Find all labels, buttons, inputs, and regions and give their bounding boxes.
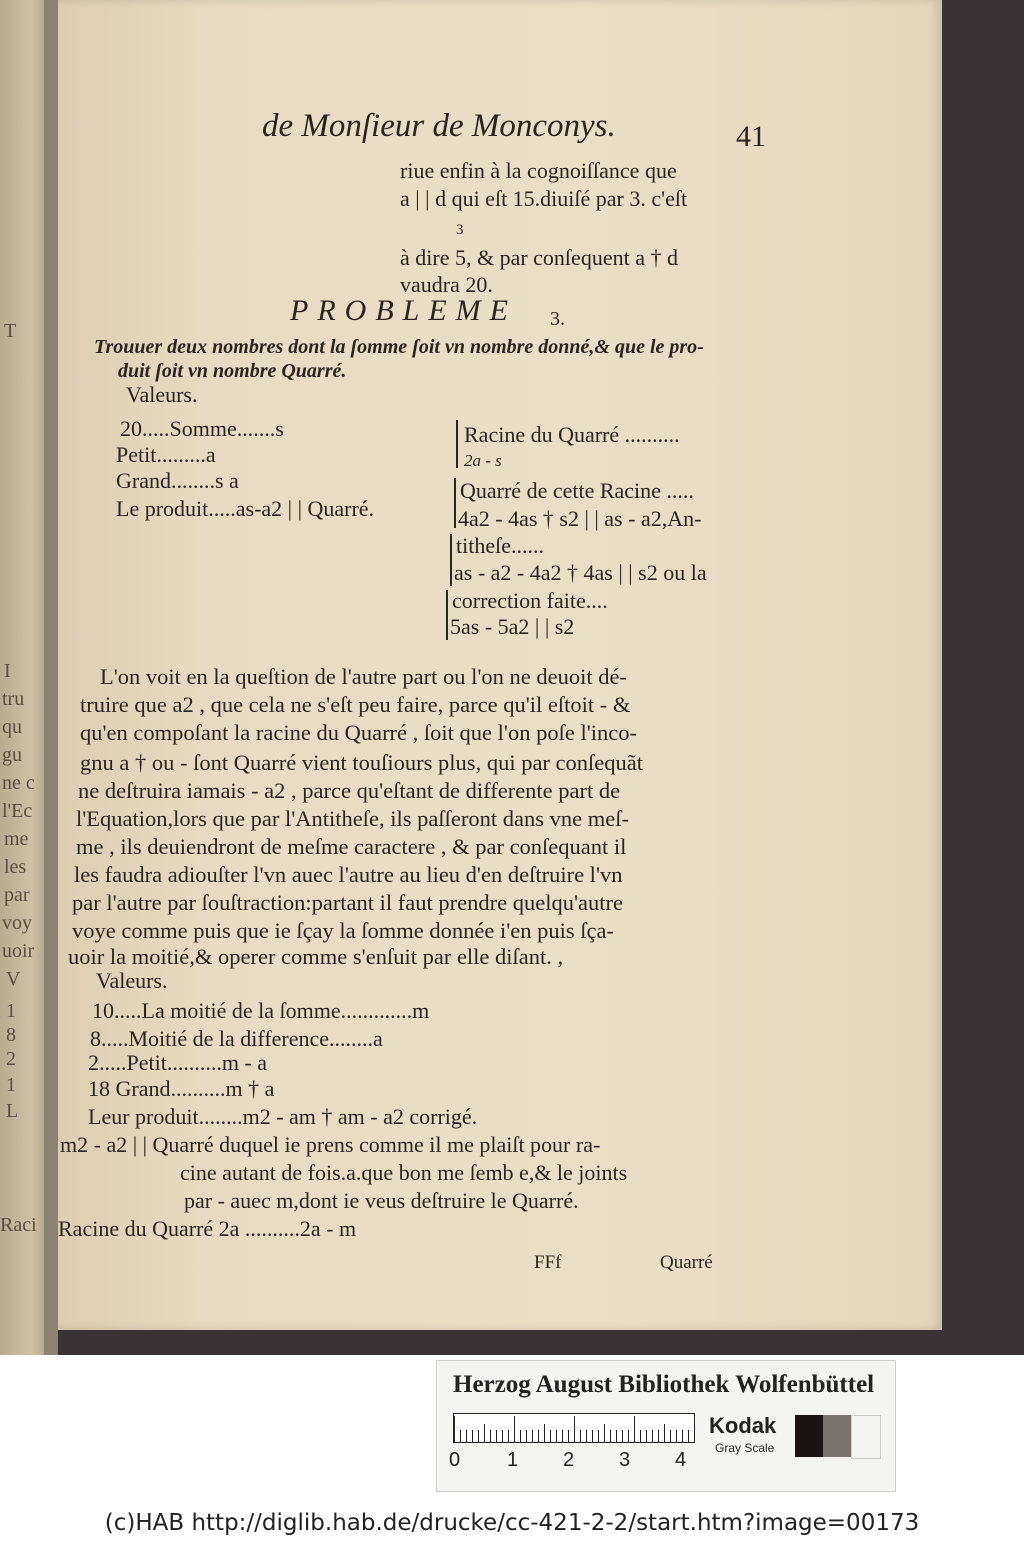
- paragraph-line: gnu a † ou - ſont Quarré vient touſiours plus, qui par conſequãt: [80, 750, 644, 775]
- closing-line: Racine du Quarré 2a ..........2a - m: [58, 1216, 357, 1241]
- ruler-tick: [532, 1430, 533, 1442]
- paragraph-line: voye comme puis que ie ſçay la ſomme donnée i'en puis ſça-: [72, 918, 615, 943]
- ruler-tick: [574, 1416, 575, 1442]
- intro-line: riue enfin à la cognoiſſance que: [400, 158, 677, 183]
- ruler-tick: [634, 1416, 635, 1442]
- ruler-tick: [460, 1430, 461, 1442]
- brace-line: [450, 534, 452, 586]
- derivation-line: Racine du Quarré ..........: [464, 422, 680, 447]
- bleed-fragment: les: [4, 856, 27, 878]
- derivation-line: 4a2 - 4as † s2 | | as - a2,An-: [458, 506, 702, 531]
- problem-number: 3.: [550, 308, 565, 330]
- ruler-tick: [550, 1430, 551, 1442]
- bleed-fragment: 1: [6, 1074, 16, 1096]
- kodak-logo: Kodak: [709, 1413, 777, 1438]
- ruler-tick: [580, 1430, 581, 1442]
- ruler-tick: [562, 1430, 563, 1442]
- gray-swatch-mid: [823, 1415, 851, 1457]
- ruler-tick: [490, 1430, 491, 1442]
- ruler-tick: [472, 1430, 473, 1442]
- ruler-tick: [592, 1430, 593, 1442]
- values-heading: Valeurs.: [126, 382, 198, 407]
- bleed-fragment: I: [4, 660, 11, 682]
- closing-line: cine autant de fois.a.que bon me ſemb e,& le joints: [180, 1160, 628, 1185]
- paragraph-line: truire que a2 , que cela ne s'eſt peu faire, parce qu'il eſtoit - &: [80, 692, 631, 717]
- ruler-tick: [508, 1430, 509, 1442]
- running-title: de Monſieur de Monconys.: [262, 108, 616, 144]
- ruler-tick: [646, 1430, 647, 1442]
- paragraph-line: par l'autre par ſouſtraction:partant il faut prendre quelqu'autre: [72, 890, 623, 915]
- bleed-fragment: voy: [2, 912, 32, 934]
- ruler-tick: [502, 1430, 503, 1442]
- intro-line: 3: [456, 222, 464, 238]
- intro-line: vaudra 20.: [400, 272, 493, 297]
- copyright-url-footer: (c)HAB http://diglib.hab.de/drucke/cc-421-2-2/start.htm?image=00173: [104, 1510, 920, 1536]
- value-row: Leur produit........m2 - am † am - a2 corrigé.: [88, 1104, 478, 1129]
- problem-statement: duit ſoit vn nombre Quarré.: [118, 360, 347, 382]
- ruler-tick: [688, 1430, 689, 1442]
- bleed-fragment: l'Ec: [2, 800, 33, 822]
- value-row: 20.....Somme.......s: [120, 416, 284, 441]
- closing-line: par - auec m,dont ie veus deſtruire le Quarré.: [184, 1188, 579, 1213]
- ruler-label: 3: [619, 1449, 631, 1471]
- gray-swatch-light: [851, 1415, 881, 1459]
- book-page: [58, 0, 942, 1330]
- problem-title: PROBLEME: [290, 294, 517, 327]
- derivation-line: as - a2 - 4a2 † 4as | | s2 ou la: [454, 560, 707, 585]
- ruler-label: 4: [675, 1449, 687, 1471]
- bleed-fragment: tru: [2, 688, 25, 710]
- paragraph-line: L'on voit en la queſtion de l'autre part ou l'on ne deuoit dé-: [100, 664, 628, 689]
- value-row: 2.....Petit..........m - a: [88, 1050, 268, 1075]
- values-heading: Valeurs.: [96, 968, 168, 993]
- ruler-tick: [658, 1430, 659, 1442]
- derivation-line: 5as - 5a2 | | s2: [450, 614, 575, 639]
- brace-line: [454, 478, 456, 528]
- ruler-tick: [610, 1430, 611, 1442]
- paragraph-line: les faudra adiouſter l'vn auec l'autre au lieu d'en deſtruire l'vn: [74, 862, 623, 887]
- paragraph-line: uoir la moitié,& operer comme s'enſuit par elle diſant. ,: [68, 944, 564, 969]
- card-title: Herzog August Bibliothek Wolfenbüttel: [453, 1371, 875, 1398]
- problem-statement: Trouuer deux nombres dont la ſomme ſoit vn nombre donné,& que le pro-: [94, 336, 704, 358]
- paragraph-line: ne deſtruira iamais - a2 , parce qu'eſtant de differente part de: [78, 778, 621, 803]
- value-row: 8.....Moitié de la difference........a: [90, 1026, 383, 1051]
- value-row: 18 Grand..........m † a: [88, 1076, 275, 1101]
- bleed-fragment: par: [4, 884, 30, 906]
- bleed-fragment: ne c: [2, 772, 35, 794]
- derivation-line: 2a - s: [464, 451, 502, 470]
- value-row: Petit.........a: [116, 442, 216, 467]
- value-row: 10.....La moitié de la ſomme.............m: [92, 998, 430, 1023]
- bleed-fragment: V: [6, 968, 21, 990]
- ruler-tick: [694, 1416, 695, 1442]
- ruler-label: 0: [449, 1449, 461, 1471]
- closing-line: m2 - a2 | | Quarré duquel ie prens comme il me plaiſt pour ra-: [60, 1132, 601, 1157]
- bleed-fragment: L: [6, 1100, 19, 1122]
- ruler-tick: [616, 1430, 617, 1442]
- ruler-tick: [622, 1430, 623, 1442]
- ruler-tick: [682, 1430, 683, 1442]
- ruler-tick: [556, 1430, 557, 1442]
- catchword: Quarré: [660, 1252, 713, 1273]
- ruler-tick: [568, 1430, 569, 1442]
- ruler-tick: [538, 1430, 539, 1442]
- page-number: 41: [736, 120, 766, 153]
- bleed-fragment: Raci: [0, 1214, 37, 1236]
- bleed-fragment: 2: [6, 1048, 16, 1070]
- derivation-line: titheſe......: [456, 533, 544, 558]
- brace-line: [456, 420, 458, 468]
- ruler-tick: [544, 1424, 545, 1442]
- paragraph-line: me , ils deuiendront de meſme caractere , & par conſequant il: [76, 834, 627, 859]
- paragraph-line: qu'en compoſant la racine du Quarré , ſoit que l'on poſe l'inco-: [80, 720, 637, 745]
- ruler-tick: [586, 1430, 587, 1442]
- ruler-tick: [604, 1424, 605, 1442]
- ruler-label: 1: [507, 1449, 519, 1471]
- bleed-fragment: gu: [2, 744, 22, 766]
- gray-scale-label: Gray Scale: [715, 1441, 775, 1455]
- ruler-tick: [514, 1416, 515, 1442]
- brace-line: [446, 590, 448, 640]
- color-reference-card: [436, 1360, 896, 1492]
- ruler-tick: [466, 1430, 467, 1442]
- ruler-tick: [520, 1430, 521, 1442]
- ruler-scale: [453, 1413, 695, 1443]
- ruler-tick: [598, 1430, 599, 1442]
- ruler-tick: [652, 1430, 653, 1442]
- gray-swatch-dark: [795, 1415, 823, 1457]
- derivation-line: correction faite....: [452, 588, 608, 613]
- ruler-tick: [664, 1424, 665, 1442]
- intro-line: à dire 5, & par conſequent a † d: [400, 245, 678, 270]
- ruler-tick: [526, 1430, 527, 1442]
- value-row: Grand........s a: [116, 468, 239, 493]
- ruler-tick: [454, 1416, 455, 1442]
- ruler-tick: [628, 1430, 629, 1442]
- facing-page-text-fragments: [0, 0, 58, 1355]
- ruler-tick: [484, 1424, 485, 1442]
- signature-mark: FFf: [534, 1252, 562, 1273]
- ruler-label: 2: [563, 1449, 575, 1471]
- bleed-fragment: me: [4, 828, 29, 850]
- bleed-fragment: 1: [6, 1000, 16, 1022]
- bleed-fragment: qu: [2, 716, 22, 738]
- bleed-fragment: T: [4, 320, 17, 342]
- intro-line: a | | d qui eſt 15.diuiſé par 3. c'eſt: [400, 186, 688, 211]
- ruler-tick: [478, 1430, 479, 1442]
- ruler-tick: [676, 1430, 677, 1442]
- bleed-fragment: uoir: [2, 940, 35, 962]
- derivation-line: Quarré de cette Racine .....: [460, 478, 694, 503]
- bleed-fragment: 8: [6, 1024, 16, 1046]
- ruler-tick: [670, 1430, 671, 1442]
- ruler-tick: [496, 1430, 497, 1442]
- value-row: Le produit.....as-a2 | | Quarré.: [116, 496, 375, 521]
- paragraph-line: l'Equation,lors que par l'Antitheſe, ils paſſeront dans vne meſ-: [76, 806, 629, 831]
- ruler-tick: [640, 1430, 641, 1442]
